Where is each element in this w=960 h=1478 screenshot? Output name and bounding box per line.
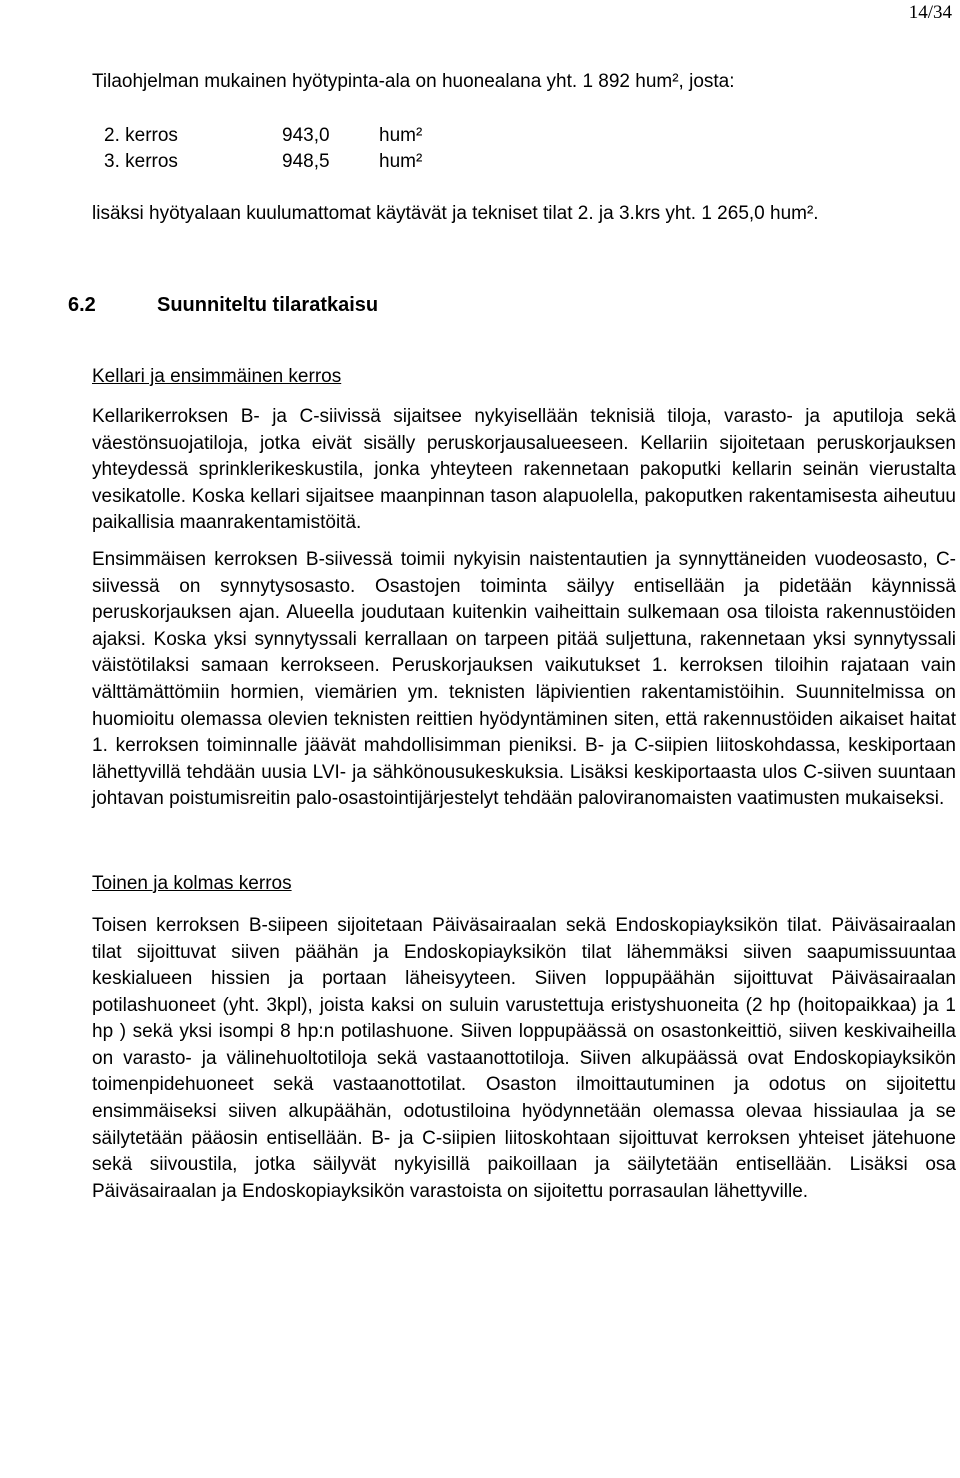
intro-text: Tilaohjelman mukainen hyötypinta-ala on huonealana yht. 1 892 hum², josta: bbox=[92, 71, 735, 92]
area-floor: 2. kerros bbox=[104, 125, 178, 146]
paragraph: Ensimmäisen kerroksen B-siivessä toimii nykyisin naistentautien ja synnyttäneiden vuodeosasto, C-siivessä on synnytysosasto. Osastojen toiminta säilyy entisellään ja pidetään käynnissä peruskorjauksen ajan. Alueella joudutaan kuitenkin vaiheittain sulkemaan osa tiloista rakennustöiden ajaksi. Koska yksi synnytyssali kerrallaan on tarpeen pitää suljettuna, rakennetaan yksi synnytyssali väistötilaksi samaan kerrokseen. Peruskorjauksen vaikutukset 1. kerroksen tiloihin rajataan vain välttämättömiin hormien, viemärien ym. teknisten läpivientien rakentamistöihin. Suunnitelmissa on huomioitu olemassa olevien teknisten reittien hyödyntäminen siten, että rakennustöiden aikaiset haitat 1. kerroksen toiminnalle jäävät mahdollisimman pieniksi. B- ja C-siipien liitoskohdassa, keskiportaan lähettyvillä tehdään uusia LVI- ja sähkönousukeskuksia. Lisäksi keskiportaasta ulos C-siiven suuntaan johtavan poistumisreitin palo-osastointijärjestelyt tehdään paloviranomaisten vaatimusten mukaiseksi. bbox=[92, 548, 956, 810]
page-number: 14/34 bbox=[908, 2, 952, 23]
area-table bbox=[104, 123, 956, 175]
paragraph: Kellarikerroksen B- ja C-siivissä sijaitsee nykyisellään teknisiä tiloja, varasto- ja aputiloja sekä väestönsuojatiloja, jotka eivät sisälly peruskorjausalueeseen. Kellariin sijoitetaan peruskorjauksen yhteydessä sprinklerikeskustila, jonka yhteyteen rakennetaan pakoputki kellarin seinän vierustalta vesikatolle. Koska kellari sijaitsee maanpinnan tason alapuolella, pakoputken rakentamisesta aiheutuu paikallisia maanrakentamistöitä. bbox=[92, 406, 956, 534]
section-title: Suunniteltu tilaratkaisu bbox=[157, 294, 379, 316]
extra-area-text: lisäksi hyötyalaan kuulumattomat käytävät ja tekniset tilat 2. ja 3.krs yht. 1 265,0 hum². bbox=[92, 203, 819, 224]
area-value: 943,0 bbox=[282, 125, 330, 146]
area-unit: hum² bbox=[379, 125, 423, 146]
section-number: 6.2 bbox=[68, 294, 96, 316]
area-value: 948,5 bbox=[282, 151, 330, 172]
paragraph: Toisen kerroksen B-siipeen sijoitetaan Päiväsairaalan sekä Endoskopiayksikön tilat. Päiväsairaalan tilat sijoittuvat siiven päähän ja Endoskopiayksikön tilat lähemmäksi siiven saapumissuuntaa keskialueen hissien ja portaan läheisyyteen. Siiven loppupäähän sijoittuvat Päiväsairaalan potilashuoneet (yht. 3kpl), joista kaksi on suluin varustettuja eristyshuoneita (2 hp (hoitopaikkaa) ja 1 hp ) sekä yksi isompi 8 hp:n potilashuone. Siiven loppupäässä on osastonkeittiö, siiven keskivaiheilla on varasto- ja välinehuoltotiloja sekä vastaanottotiloja. Siiven alkupäässä ovat Endoskopiayksikön toimenpidehuoneet sekä vastaanottotilat. Osaston ilmoittautuminen ja odotus on sijoitettu ensimmäiseksi siiven alkupäähän, odotustiloina hyödynnetään olemassa olevaa hissiaulaa ja se säilytetään pääosin entisellään. B- ja C-siipien liitoskohtaan sijoittuvat kerroksen yhteiset jätehuone sekä siivoustila, jotka säilyvät nykyisillä paikoillaan ja säilytetään entisellään. Lisäksi osa Päiväsairaalan ja Endoskopiayksikön varastoista on sijoitettu porrasaulan lähettyville. bbox=[92, 914, 956, 1202]
document-body bbox=[68, 68, 956, 1205]
subsection-title: Toinen ja kolmas kerros bbox=[92, 872, 292, 894]
subsection-title: Kellari ja ensimmäinen kerros bbox=[92, 366, 342, 387]
area-floor: 3. kerros bbox=[104, 151, 178, 172]
area-row bbox=[104, 149, 956, 175]
area-unit: hum² bbox=[379, 151, 423, 172]
section-heading bbox=[68, 292, 956, 318]
area-row bbox=[104, 123, 956, 149]
